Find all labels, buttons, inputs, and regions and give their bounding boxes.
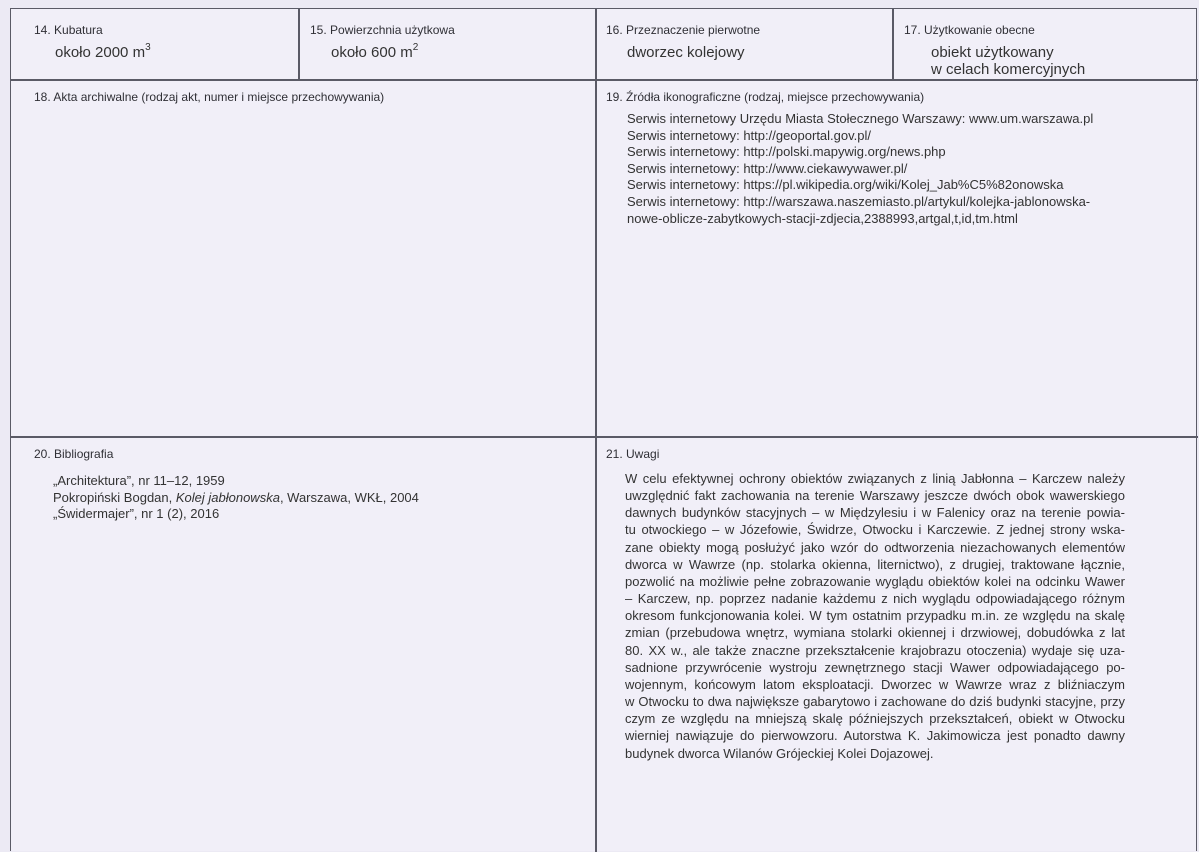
powierzchnia-value xyxy=(331,44,418,61)
uwagi-line: wierniej nawiązuje do pierwowzoru. Autorstwa K. Jakimowicza jest ponadto dawny xyxy=(625,728,1125,744)
uwagi-line: pozwolić na możliwie pełne zobrazowanie wyglądu obiektów kolei na odcinku Wawer xyxy=(625,573,1125,589)
powierzchnia-unit-exponent: 2 xyxy=(412,42,419,53)
uwagi-line: dawnych budynków stacyjnych – w Międzylesiu i w Falenicy oraz na terenie powia- xyxy=(625,505,1125,521)
bibliografia-item xyxy=(53,473,419,490)
uwagi-line: czym ze względu na mniejszą skalę późniejszych przekształceń, obiekt w Otwocku xyxy=(625,711,1125,727)
powierzchnia-label: 15. Powierzchnia użytkowa xyxy=(310,23,455,37)
bib-text: „Architektura”, nr 11–12, 1959 xyxy=(53,473,225,488)
zrodla-label: 19. Źródła ikonograficzne (rodzaj, miejsce przechowywania) xyxy=(606,90,925,104)
powierzchnia-value-text: około 600 m xyxy=(331,44,413,61)
field-uwagi xyxy=(596,437,1198,852)
field-akta-archiwalne xyxy=(11,80,595,436)
uwagi-line: uwzględnić fakt zachowania na terenie Warszawy jeszcze dwóch obok wawerskiego xyxy=(625,488,1125,504)
bib-text: „Świdermajer”, nr 1 (2), 2016 xyxy=(53,506,220,522)
zrodla-item: Serwis internetowy: http://geoportal.gov.pl/ xyxy=(627,127,871,143)
kubatura-value-text: około 2000 m xyxy=(55,44,146,61)
uwagi-line: dworca w Wawrze (np. stolarka okienna, liternictwo), z drugiej, traktowane łącznie, xyxy=(625,556,1125,572)
field-bibliografia xyxy=(11,437,595,852)
bib-text: Pokropiński Bogdan, xyxy=(53,489,176,505)
kubatura-label: 14. Kubatura xyxy=(34,23,103,37)
uwagi-line: 80. XX w., ale także znaczne przekształcenie krajobrazu otoczenia) wydaje się uza- xyxy=(625,642,1125,658)
bibliografia-list xyxy=(53,473,419,523)
uwagi-line: okresom funkcjonowania kolei. W tym ostatnim przypadku m.in. ze względu na skalę xyxy=(625,608,1125,624)
uwagi-line: zmian (przebudowa wnętrz, wymiana stolarki okiennej i drzwiowej, dobudówka z lat xyxy=(625,625,1125,641)
field-kubatura xyxy=(11,9,298,79)
uwagi-label: 21. Uwagi xyxy=(606,447,660,461)
uwagi-line: sadnione przywrócenie wystroju zewnętrznego stacji Wawer odpowiadającego po- xyxy=(625,659,1125,675)
bibliografia-item xyxy=(53,490,419,507)
bib-title: Kolej jabłonowska xyxy=(175,489,280,505)
bibliografia-item xyxy=(53,506,419,523)
bibliografia-label: 20. Bibliografia xyxy=(34,447,114,461)
uwagi-line: zane obiekty mogą posłużyć jako wzór do odtworzenia niezachowanych elementów xyxy=(625,539,1125,555)
zrodla-item: Serwis internetowy Urzędu Miasta Stołecznego Warszawy: www.um.warszawa.pl xyxy=(627,111,1094,126)
uwagi-line: W celu efektywnej ochrony obiektów związanych z linią Jabłonna – Karczew należy xyxy=(625,471,1125,486)
zrodla-item: Serwis internetowy: http://warszawa.naszemiasto.pl/artykul/kolejka-jablonowska- xyxy=(627,193,1091,209)
field-powierzchnia xyxy=(299,9,595,79)
registry-form-sheet xyxy=(10,8,1197,851)
uzytkowanie-line-2: w celach komercyjnych xyxy=(931,61,1086,78)
field-uzytkowanie xyxy=(893,9,1198,79)
field-zrodla-ikonograficzne xyxy=(596,80,1198,436)
uwagi-line: tu otwockiego – w Józefowie, Świdrze, Otwocku i Karczewie. Z jednej strony wska- xyxy=(625,522,1125,538)
uwagi-line: budynek dworca Wilanów Grójeckiej Kolei Dojazowej. xyxy=(625,745,934,761)
akta-label: 18. Akta archiwalne (rodzaj akt, numer i miejsce przechowywania) xyxy=(34,90,385,104)
zrodla-item: nowe-oblicze-zabytkowych-stacji-zdjecia,2388993,artgal,t,id,tm.html xyxy=(627,210,1018,226)
uwagi-text xyxy=(625,470,1125,762)
uwagi-line: w Otwocku to dwa największe gabarytowo i zachowane do dziś budynki stacyjne, przy xyxy=(625,694,1125,710)
przeznaczenie-value: dworzec kolejowy xyxy=(627,44,745,61)
zrodla-item: Serwis internetowy: https://pl.wikipedia.org/wiki/Kolej_Jab%C5%82onowska xyxy=(627,177,1064,193)
uzytkowanie-label: 17. Użytkowanie obecne xyxy=(904,23,1035,37)
uzytkowanie-line-1: obiekt użytkowany xyxy=(931,44,1054,61)
przeznaczenie-label: 16. Przeznaczenie pierwotne xyxy=(606,23,761,37)
bib-text: , Warszawa, WKŁ, 2004 xyxy=(279,489,419,505)
uwagi-line: – Karczew, np. poprzez nadanie każdemu z nich wyglądu odpowiadającego różnym xyxy=(625,591,1125,607)
uwagi-line: wojennym, końcowym latom eksploatacji. Dworzec w Wawrze wraz z bliźniaczym xyxy=(625,676,1125,692)
zrodla-item: Serwis internetowy: http://www.ciekawywawer.pl/ xyxy=(627,160,908,176)
zrodla-list xyxy=(627,111,1093,227)
kubatura-unit-exponent: 3 xyxy=(145,42,151,53)
zrodla-item: Serwis internetowy: http://polski.mapywig.org/news.php xyxy=(627,144,946,160)
field-przeznaczenie xyxy=(596,9,892,79)
kubatura-value xyxy=(55,44,151,61)
